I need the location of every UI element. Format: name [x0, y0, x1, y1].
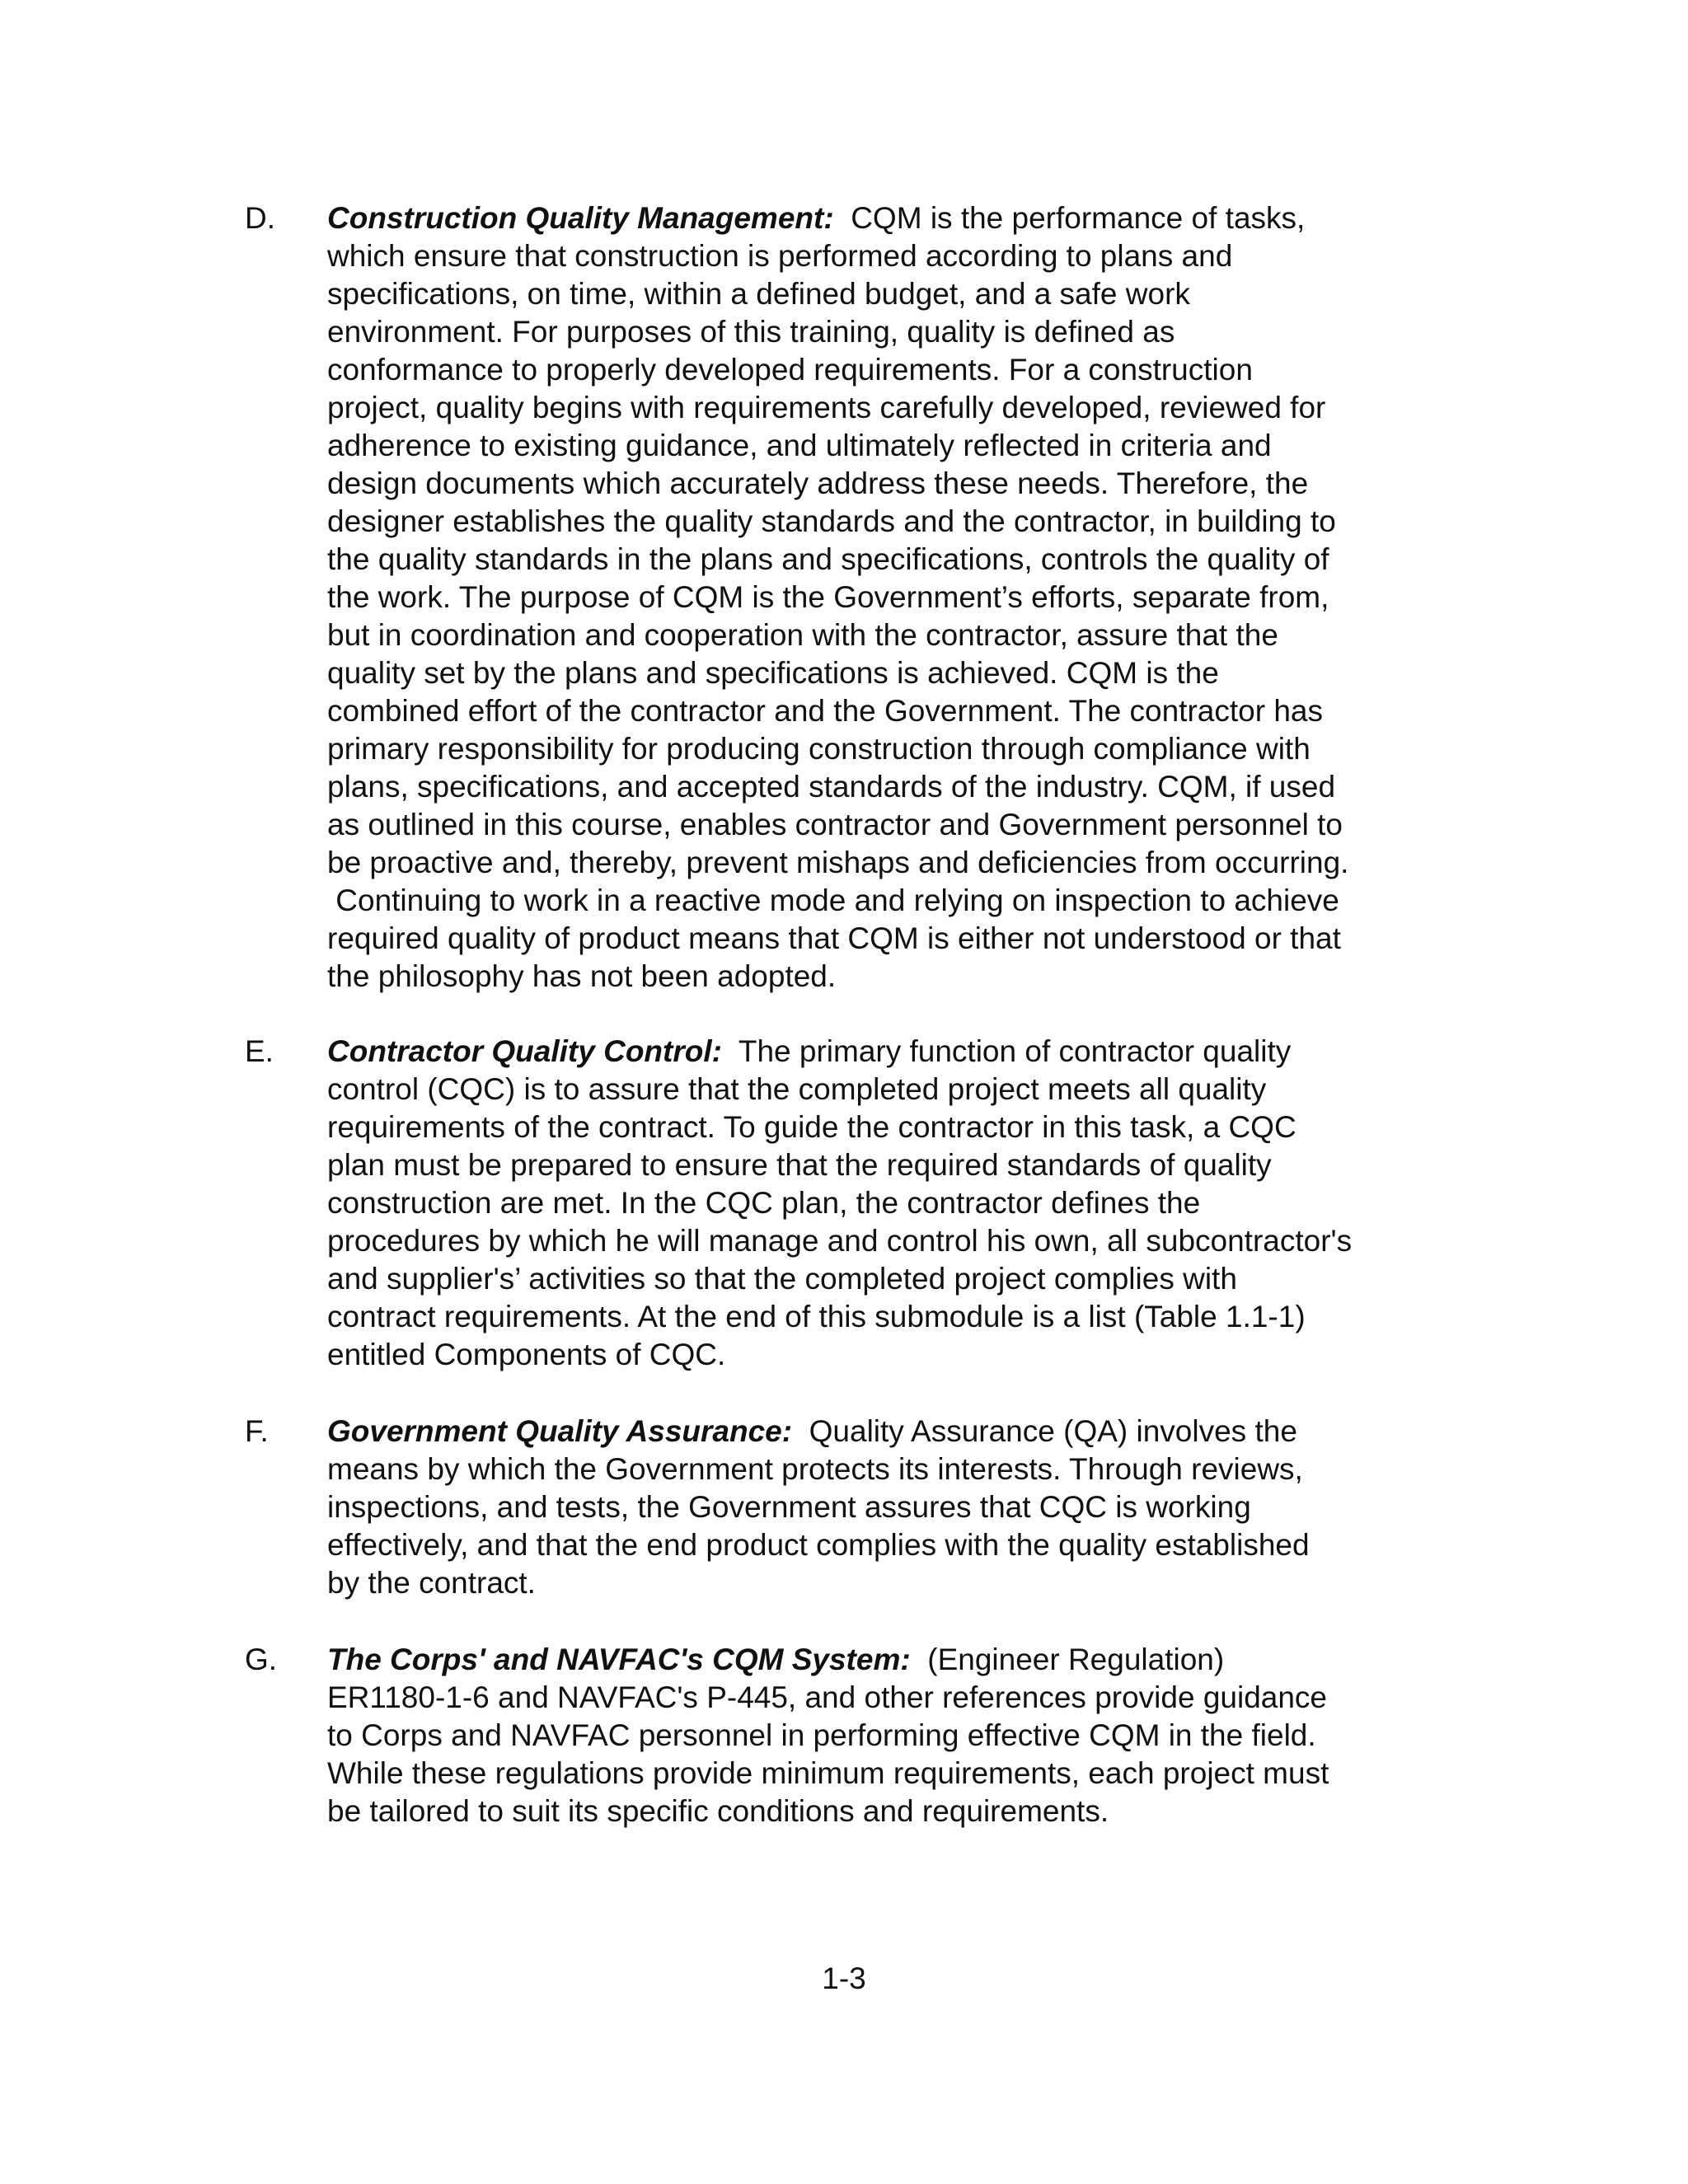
section-text-line: design documents which accurately address these needs. Therefore, the [327, 466, 1309, 500]
section-text-line: quality set by the plans and specifications is achieved. CQM is the [327, 656, 1219, 690]
section-text-line: required quality of product means that CQM is either not understood or that [327, 921, 1341, 955]
section-body [327, 1413, 1456, 1602]
section-text-line: the work. The purpose of CQM is the Government’s efforts, separate from, [327, 580, 1329, 614]
section-text-line: be proactive and, thereby, prevent mishaps and deficiencies from occurring. [327, 846, 1349, 879]
page-number: 1-3 [822, 1961, 866, 1995]
section-text-line: conformance to properly developed requirements. For a construction [327, 353, 1253, 387]
section-text-line: ER1180-1-6 and NAVFAC's P-445, and other references provide guidance [327, 1680, 1328, 1714]
section-text-line: entitled Components of CQC. [327, 1338, 726, 1371]
section-text-line: Continuing to work in a reactive mode and relying on inspection to achieve [327, 883, 1339, 917]
section-text-line: designer establishes the quality standards and the contractor, in building to [327, 504, 1336, 538]
section-text-line: requirements of the contract. To guide the contractor in this task, a CQC [327, 1110, 1296, 1144]
section-first-line [327, 1033, 1456, 1071]
section-letter: G. [245, 1643, 278, 1676]
section-first-line [327, 1413, 1456, 1451]
section-text-line: but in coordination and cooperation with the contractor, assure that the [327, 618, 1278, 652]
section-text-line: adherence to existing guidance, and ultimately reflected in criteria and [327, 429, 1272, 462]
section-text-line: inspections, and tests, the Government assures that CQC is working [327, 1490, 1251, 1524]
section-letter: E. [245, 1034, 274, 1068]
section-text-line: project, quality begins with requirements carefully developed, reviewed for [327, 391, 1326, 424]
section-text-line: plan must be prepared to ensure that the required standards of quality [327, 1148, 1272, 1182]
section-heading: The Corps' and NAVFAC's CQM System: [327, 1643, 911, 1676]
section-heading: Contractor Quality Control: [327, 1034, 722, 1068]
section-body [327, 199, 1456, 996]
section-text-line: to Corps and NAVFAC personnel in performing effective CQM in the field. [327, 1718, 1316, 1752]
section-letter: F. [245, 1414, 269, 1448]
section-text-line: (Engineer Regulation) [910, 1643, 1225, 1676]
section-text-line: by the contract. [327, 1566, 536, 1600]
section-first-line [327, 199, 1456, 237]
section-text-line: the philosophy has not been adopted. [327, 959, 837, 993]
section-text-line: CQM is the performance of tasks, [833, 201, 1306, 235]
section-text-line: The primary function of contractor quality [721, 1034, 1292, 1068]
section-text-line: environment. For purposes of this training, quality is defined as [327, 315, 1175, 349]
section-text-line: and supplier's’ activities so that the completed project complies with [327, 1262, 1237, 1296]
section-text-line: control (CQC) is to assure that the completed project meets all quality [327, 1072, 1267, 1106]
section-text-line: plans, specifications, and accepted standards of the industry. CQM, if used [327, 770, 1336, 804]
section-text-line: means by which the Government protects its interests. Through reviews, [327, 1452, 1303, 1486]
section-text-line: While these regulations provide minimum requirements, each project must [327, 1756, 1329, 1790]
section-text-line: contract requirements. At the end of this submodule is a list (Table 1.1-1) [327, 1300, 1306, 1333]
section-text-line: which ensure that construction is performed according to plans and [327, 239, 1233, 273]
section-text-line: construction are met. In the CQC plan, the contractor defines the [327, 1186, 1201, 1220]
section-text-line: combined effort of the contractor and the Government. The contractor has [327, 694, 1323, 728]
section-first-line [327, 1641, 1456, 1679]
section-text-line: Quality Assurance (QA) involves the [792, 1414, 1297, 1448]
section-body [327, 1641, 1456, 1830]
section-heading: Construction Quality Management: [327, 201, 834, 235]
section-text-line: as outlined in this course, enables contractor and Government personnel to [327, 808, 1343, 841]
section-text-line: primary responsibility for producing construction through compliance with [327, 732, 1311, 766]
section-text-line: specifications, on time, within a defined budget, and a safe work [327, 277, 1190, 311]
section-text-line: procedures by which he will manage and control his own, all subcontractor's [327, 1224, 1353, 1258]
section-text-line: be tailored to suit its specific conditions and requirements. [327, 1794, 1109, 1828]
section-text-line: the quality standards in the plans and specifications, controls the quality of [327, 542, 1329, 576]
section-body [327, 1033, 1456, 1374]
section-text-line: effectively, and that the end product complies with the quality established [327, 1528, 1310, 1562]
section-heading: Government Quality Assurance: [327, 1414, 793, 1448]
section-letter: D. [245, 201, 275, 235]
